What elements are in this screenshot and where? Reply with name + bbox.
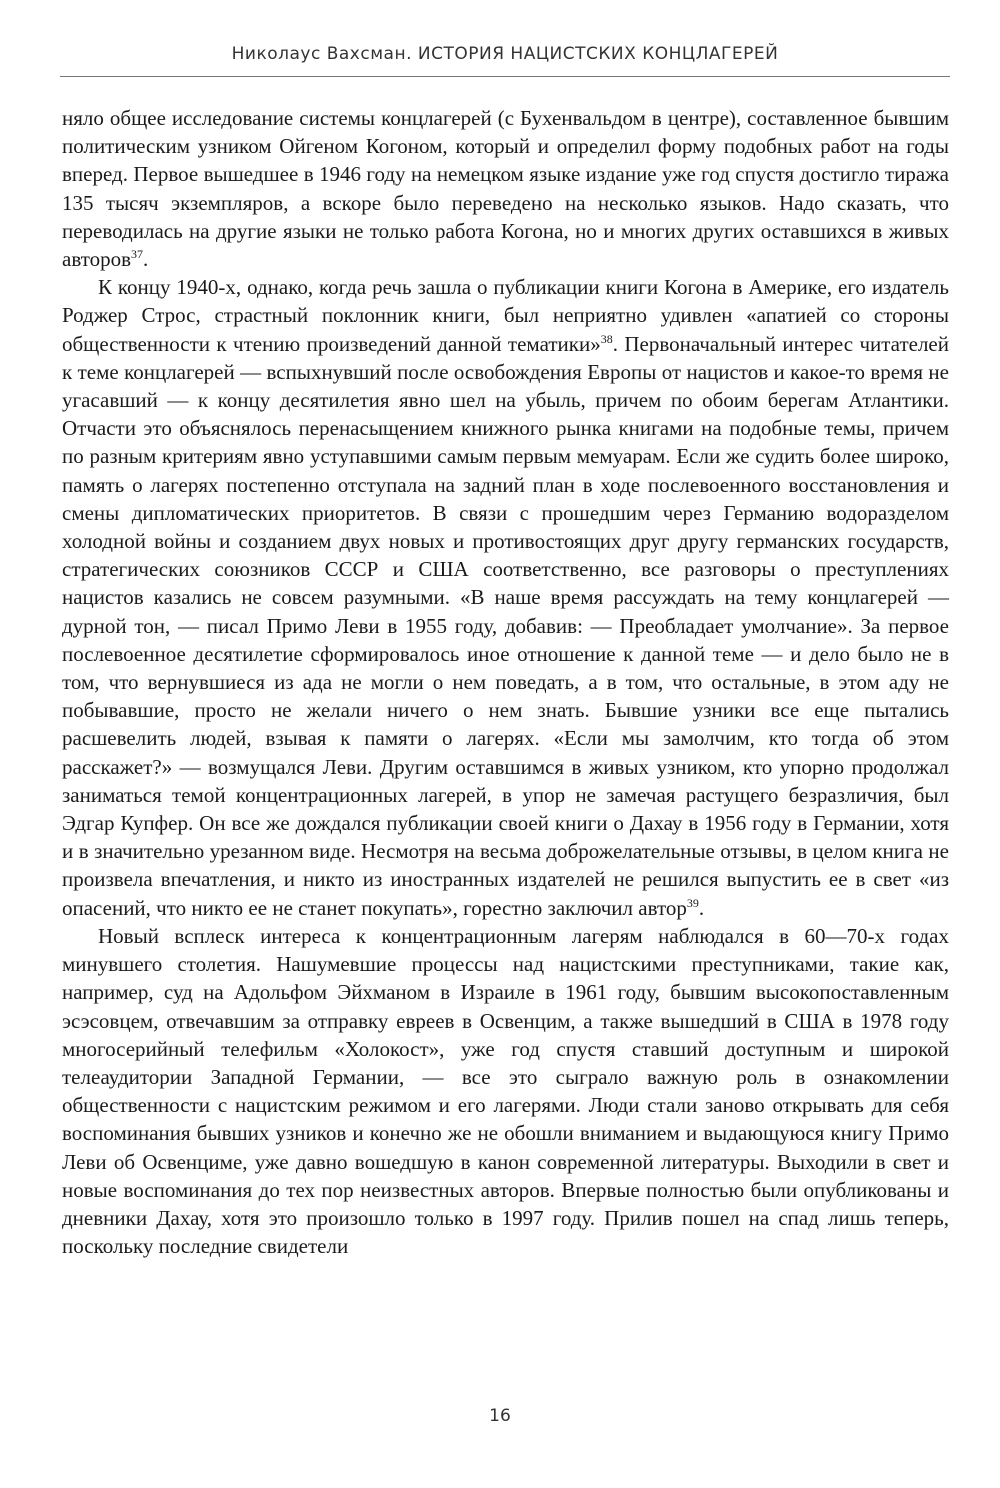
paragraph-1 — [62, 104, 949, 273]
footnote-marker-37: 37 — [131, 247, 144, 262]
paragraph-3-text: Новый всплеск интереса к концентрационным лагерям наблюдался в 60—70-х годах минувшего столетия. Нашумевшие процессы над нацистскими преступниками, такие как, например, суд на Адольфом Эйхманом в Израиле в 1961 году, бывшим высокопоставленным эсэсовцем, отвечавшим за отправку евреев в Освенцим, а также вышедший в США в 1978 году многосерийный телефильм «Холокост», уже год спустя ставший доступным и широкой телеаудитории Западной Германии, — все это сыграло важную роль в ознакомлении общественности с нацистским режимом и его лагерями. Люди стали заново открывать для себя воспоминания бывших узников и конечно же не обошли вниманием и выдающуюся книгу Примо Леви об Освенциме, уже давно вошедшую в канон современной литературы. Выходили в свет и новые воспоминания до тех пор неизвестных авторов. Впервые полностью были опубликованы и дневники Дахау, хотя это произошло только в 1997 году. Прилив пошел на спад лишь теперь, поскольку последние свидетели — [62, 923, 949, 1259]
paragraph-3 — [62, 922, 949, 1260]
paragraph-2 — [62, 273, 949, 922]
paragraph-1-text: няло общее исследование системы концлагерей (с Бухенвальдом в центре), составленное бывшим политическим узником Ойгеном Когоном, который и определил форму подобных работ на годы вперед. Первое вышедшее в 1946 году на немецком языке издание уже год спустя достигло тиража 135 тысяч экземпляров, а вскоре было переведено на несколько языков. Надо сказать, что переводилась на другие языки не только работа Когона, но и многих других оставшихся в живых авторов — [62, 106, 949, 272]
footnote-marker-39: 39 — [686, 895, 699, 910]
paragraph-2-tail: . Первоначальный интерес читателей к теме концлагерей — вспыхнувший после освобождения Европы от нацистов и какое-то время не угасавший — к концу десятилетия явно шел на убыль, причем по обоим берегам Атлантики. Отчасти это объяснялось перенасыщением книжного рынка книгами на подобные темы, причем по разным критериям явно уступавшими самым первым мемуарам. Если же судить более широко, память о лагерях постепенно отступала на задний план в ходе послевоенного восстановления и смены дипломатических приоритетов. В связи с прошедшим через Германию водоразделом холодной войны и созданием двух новых и противостоящих друг другу германских государств, стратегических союзников СССР и США соответственно, все разговоры о преступлениях нацистов казались не совсем разумными. «В наше время рассуждать на тему концлагерей — дурной тон, — писал Примо Леви в 1955 году, добавив: — Преобладает умолчание». За первое послевоенное десятилетие сформировалось иное отношение к данной теме — и дело было не в том, что вернувшиеся из ада не могли о нем поведать, а в том, что остальные, в этом аду не побывавшие, просто не желали ничего о нем знать. Бывшие узники все еще пытались расшевелить людей, взывая к памяти о лагерях. «Если мы замолчим, кто тогда об этом расскажет?» — возмущался Леви. Другим оставшимся в живых узником, кто упорно продолжал заниматься темой концентрационных лагерей, в упор не замечая растущего безразличия, был Эдгар Купфер. Он все же дождался публикации своей книги о Дахау в 1956 году в Германии, хотя и в значительно урезанном виде. Несмотря на весьма доброжелательные отзывы, в целом книга не произвела впечатления, и никто из иностранных издателей не решился выпустить ее в свет «из опасений, что никто ее не станет покупать», горестно заключил автор — [62, 331, 949, 920]
header-rule — [60, 76, 950, 77]
paragraph-2-tail-2: . — [698, 895, 705, 920]
paragraph-1-tail: . — [143, 247, 149, 272]
running-head — [60, 44, 950, 64]
body-text — [62, 104, 949, 1260]
paragraph-2-text: К концу 1940-х, однако, когда речь зашла о публикации книги Когона в Америке, его издатель Роджер Строс, страстный поклонник книги, был неприятно удивлен «апатией со стороны общественности к чтению произведений данной тематики» — [62, 275, 949, 356]
running-head-title: ИСТОРИЯ НАЦИСТСКИХ КОНЦЛАГЕРЕЙ — [417, 44, 779, 64]
running-head-author: Николаус Вахсман. — [231, 44, 412, 64]
footnote-marker-38: 38 — [600, 331, 613, 346]
page-number: 16 — [489, 1406, 511, 1426]
